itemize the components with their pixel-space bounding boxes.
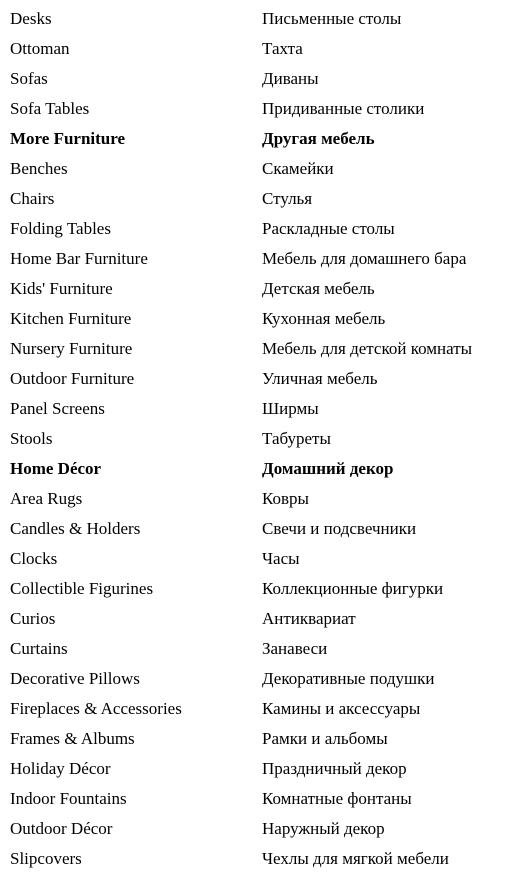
- term-russian: Уличная мебель: [262, 369, 378, 388]
- table-row: [0, 484, 505, 514]
- table-row: [0, 634, 505, 664]
- term-russian: Камины и аксессуары: [262, 699, 421, 718]
- term-english: Candles & Holders: [10, 519, 141, 538]
- table-row: [0, 784, 505, 814]
- section-header-english: Home Décor: [10, 459, 102, 478]
- term-russian: Свечи и подсвечники: [262, 519, 417, 538]
- term-english: Outdoor Décor: [10, 819, 113, 838]
- term-english: Decorative Pillows: [10, 669, 140, 688]
- term-russian: Стулья: [262, 189, 313, 208]
- table-row: [0, 274, 505, 304]
- table-row: [0, 754, 505, 784]
- term-russian: Комнатные фонтаны: [262, 789, 412, 808]
- term-russian: Кухонная мебель: [262, 309, 386, 328]
- table-row: [0, 574, 505, 604]
- term-english: Fireplaces & Accessories: [10, 699, 182, 718]
- term-english: Slipcovers: [10, 849, 82, 868]
- table-row: [0, 844, 505, 874]
- term-russian: Чехлы для мягкой мебели: [262, 849, 449, 868]
- term-russian: Наружный декор: [262, 819, 385, 838]
- term-english: Kids' Furniture: [10, 279, 113, 298]
- table-row: [0, 304, 505, 334]
- section-header-russian: Другая мебель: [262, 129, 375, 148]
- term-english: Area Rugs: [10, 489, 83, 508]
- table-row: [0, 244, 505, 274]
- term-russian: Детская мебель: [262, 279, 375, 298]
- term-russian: Праздничный декор: [262, 759, 407, 778]
- section-header-english: More Furniture: [10, 129, 126, 148]
- table-row: [0, 34, 505, 64]
- table-row: [0, 184, 505, 214]
- term-russian: Раскладные столы: [262, 219, 395, 238]
- term-russian: Рамки и альбомы: [262, 729, 388, 748]
- term-english: Desks: [10, 9, 52, 28]
- table-row: [0, 694, 505, 724]
- term-english: Curios: [10, 609, 56, 628]
- table-row: [0, 604, 505, 634]
- table-row: [0, 94, 505, 124]
- term-english: Ottoman: [10, 39, 70, 58]
- term-english: Outdoor Furniture: [10, 369, 135, 388]
- table-row: [0, 4, 505, 34]
- table-row: [0, 514, 505, 544]
- term-russian: Скамейки: [262, 159, 334, 178]
- term-russian: Придиванные столики: [262, 99, 425, 118]
- term-russian: Мебель для домашнего бара: [262, 249, 467, 268]
- term-russian: Диваны: [262, 69, 319, 88]
- term-english: Collectible Figurines: [10, 579, 154, 598]
- term-english: Stools: [10, 429, 53, 448]
- term-russian: Антиквариат: [262, 609, 356, 628]
- table-row: [0, 64, 505, 94]
- table-row: [0, 154, 505, 184]
- term-russian: Декоративные подушки: [262, 669, 435, 688]
- section-header-row: [0, 454, 505, 484]
- term-english: Nursery Furniture: [10, 339, 133, 358]
- term-russian: Мебель для детской комнаты: [262, 339, 473, 358]
- term-russian: Табуреты: [262, 429, 331, 448]
- term-english: Benches: [10, 159, 68, 178]
- section-header-row: [0, 124, 505, 154]
- term-english: Kitchen Furniture: [10, 309, 132, 328]
- term-russian: Часы: [262, 549, 300, 568]
- term-english: Holiday Décor: [10, 759, 111, 778]
- term-english: Sofa Tables: [10, 99, 90, 118]
- term-english: Curtains: [10, 639, 68, 658]
- term-english: Sofas: [10, 69, 48, 88]
- table-row: [0, 394, 505, 424]
- term-english: Folding Tables: [10, 219, 111, 238]
- section-header-russian: Домашний декор: [262, 459, 394, 478]
- term-english: Frames & Albums: [10, 729, 135, 748]
- term-english: Indoor Fountains: [10, 789, 127, 808]
- term-russian: Занавеси: [262, 639, 328, 658]
- term-russian: Письменные столы: [262, 9, 402, 28]
- term-russian: Коллекционные фигурки: [262, 579, 444, 598]
- table-row: [0, 814, 505, 844]
- term-russian: Тахта: [262, 39, 303, 58]
- term-english: Clocks: [10, 549, 58, 568]
- table-row: [0, 664, 505, 694]
- table-row: [0, 214, 505, 244]
- term-english: Home Bar Furniture: [10, 249, 148, 268]
- table-row: [0, 364, 505, 394]
- table-row: [0, 424, 505, 454]
- term-english: Panel Screens: [10, 399, 105, 418]
- table-row: [0, 724, 505, 754]
- term-russian: Ширмы: [262, 399, 319, 418]
- table-row: [0, 544, 505, 574]
- table-row: [0, 334, 505, 364]
- term-english: Chairs: [10, 189, 55, 208]
- term-russian: Ковры: [262, 489, 309, 508]
